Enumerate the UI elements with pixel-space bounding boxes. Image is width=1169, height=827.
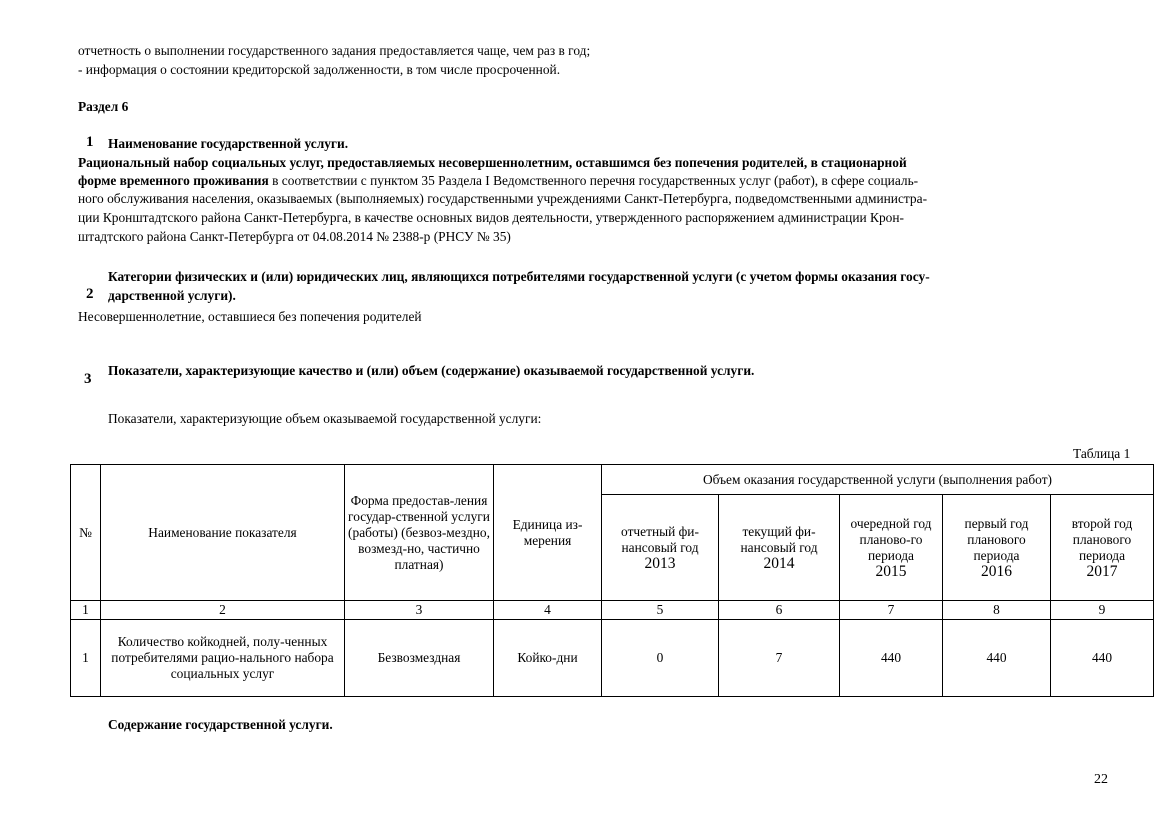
header-unit: Единица из-мерения xyxy=(494,465,602,601)
page-number: 22 xyxy=(1094,772,1108,787)
text-bold: форме временного проживания xyxy=(78,173,269,188)
period-year: 2016 xyxy=(981,562,1012,580)
row-value: 440 xyxy=(1051,620,1154,697)
header-name: Наименование показателя xyxy=(101,465,345,601)
row-value: 7 xyxy=(719,620,840,697)
row-unit: Койко-дни xyxy=(494,620,602,697)
text-line: Несовершеннолетние, оставшиеся без попечения родителей xyxy=(78,309,422,324)
period-label: второй год планового периода xyxy=(1071,515,1133,563)
column-number: 9 xyxy=(1051,601,1154,620)
column-number: 1 xyxy=(71,601,101,620)
row-form: Безвозмездная xyxy=(345,620,494,697)
text-line: штадтского района Санкт-Петербурга от 04.08.2014 № 2388-р (РНСУ № 35) xyxy=(78,229,511,244)
text-line xyxy=(78,172,918,189)
header-period xyxy=(840,495,943,601)
text-line: отчетность о выполнении государственного задания предоставляется чаще, чем раз в год; xyxy=(78,43,591,58)
column-number: 6 xyxy=(719,601,840,620)
column-number: 3 xyxy=(345,601,494,620)
column-number: 8 xyxy=(943,601,1051,620)
text-line: Показатели, характеризующие объем оказываемой государственной услуги: xyxy=(108,411,542,426)
text-line: ции Кронштадтского района Санкт-Петербурга, в качестве основных видов деятельности, утвержденного распоряжением администрации Крон- xyxy=(78,210,904,225)
period-year: 2014 xyxy=(763,554,795,572)
header-num: № xyxy=(71,465,101,601)
column-number: 7 xyxy=(840,601,943,620)
row-name: Количество койкодней, полу-ченных потребителями рацио-нального набора социальных услуг xyxy=(101,620,345,697)
text-line: ного обслуживания населения, оказываемых (выполняемых) государственными учреждениями Санкт-Петербурга, подведомственными администра- xyxy=(78,191,928,206)
header-volume: Объем оказания государственной услуги (выполнения работ) xyxy=(602,465,1154,495)
header-period xyxy=(602,495,719,601)
text-line: - информация о состоянии кредиторской задолженности, в том числе просроченной. xyxy=(78,62,561,77)
header-period xyxy=(1051,495,1154,601)
header-period xyxy=(719,495,840,601)
column-number: 5 xyxy=(602,601,719,620)
row-value: 0 xyxy=(602,620,719,697)
column-number: 4 xyxy=(494,601,602,620)
period-label: отчетный фи-нансовый год xyxy=(621,523,699,555)
item-title: Показатели, характеризующие качество и (или) объем (содержание) оказываемой государственной услуги. xyxy=(108,363,755,378)
indicators-table xyxy=(70,464,1154,697)
item-number: 3 xyxy=(84,371,92,387)
item-title: Категории физических и (или) юридических лиц, являющихся потребителями государственной услуги (с учетом формы оказания госу- xyxy=(108,269,930,284)
item-number: 1 xyxy=(86,134,94,150)
content-title: Содержание государственной услуги. xyxy=(108,717,333,732)
header-form: Форма предостав-ления государ-ственной услуги (работы) (безвоз-мездно, возмезд-но, частично платная) xyxy=(345,465,494,601)
column-number: 2 xyxy=(101,601,345,620)
period-year: 2013 xyxy=(644,554,676,572)
row-value: 440 xyxy=(840,620,943,697)
period-label: первый год планового периода xyxy=(964,515,1029,563)
row-num: 1 xyxy=(71,620,101,697)
section-title: Раздел 6 xyxy=(78,99,129,114)
period-year: 2017 xyxy=(1086,562,1118,580)
text-regular: в соответствии с пунктом 35 Раздела I Ведомственного перечня государственных услуг (работ), в сфере социаль- xyxy=(268,173,919,188)
period-label: текущий фи-нансовый год xyxy=(740,523,818,555)
header-period xyxy=(943,495,1051,601)
text-line: Рациональный набор социальных услуг, предоставляемых несовершеннолетним, оставшимся без попечения родителей, в стационарной xyxy=(78,155,907,170)
row-value: 440 xyxy=(943,620,1051,697)
item-number: 2 xyxy=(86,286,94,302)
period-year: 2015 xyxy=(875,562,907,580)
item-title: дарственной услуги). xyxy=(108,288,236,303)
table-label: Таблица 1 xyxy=(1073,446,1131,461)
period-label: очередной год планово-го периода xyxy=(850,515,932,563)
item-title: Наименование государственной услуги. xyxy=(108,136,349,151)
table-row xyxy=(71,620,1154,697)
